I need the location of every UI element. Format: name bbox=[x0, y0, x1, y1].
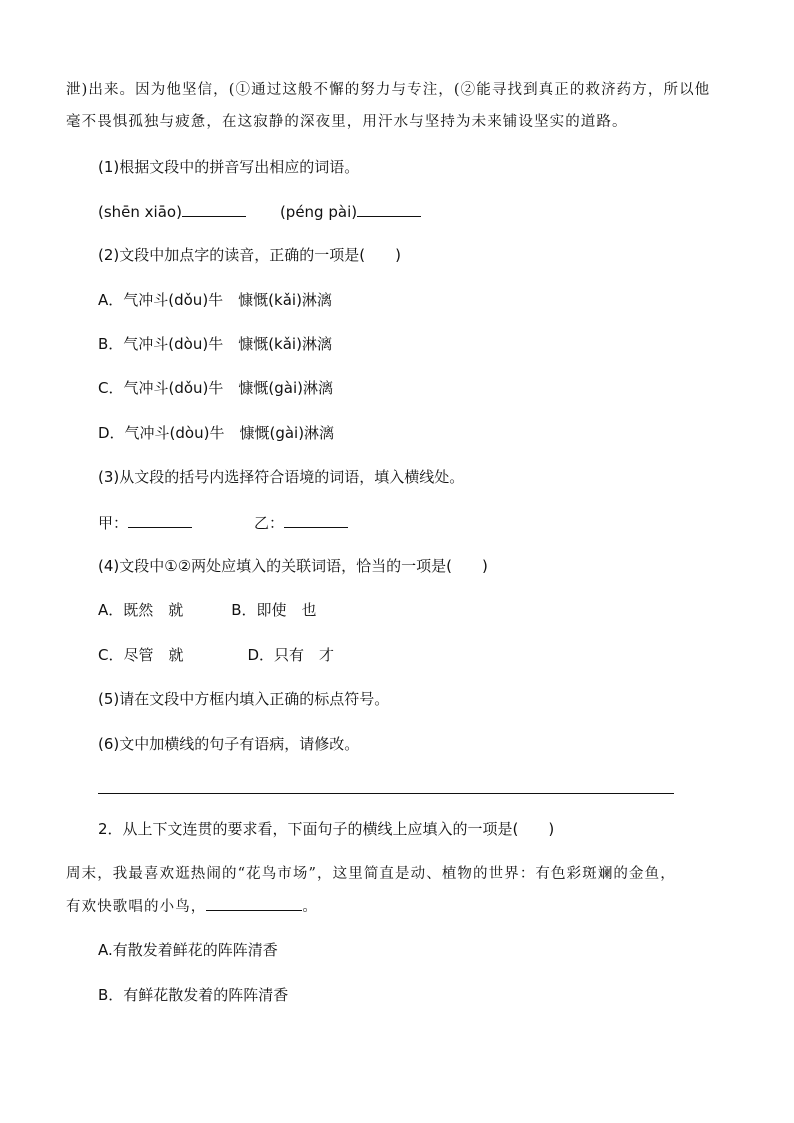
q2-text-line-2 bbox=[66, 896, 318, 917]
label-yi: 乙： bbox=[254, 514, 285, 532]
q4-option-a: A．既然 就 bbox=[98, 601, 184, 619]
answer-blank-1[interactable] bbox=[182, 202, 246, 217]
q1-option-d: D．气冲斗(dòu)牛 慷慨(gài)淋漓 bbox=[98, 424, 335, 442]
q1-option-c: C．气冲斗(dǒu)牛 慷慨(gài)淋漓 bbox=[98, 379, 333, 397]
q2-stem: 2．从上下文连贯的要求看，下面句子的横线上应填入的一项是( ) bbox=[98, 820, 555, 838]
answer-blank-2[interactable] bbox=[357, 202, 421, 217]
label-jia: 甲： bbox=[98, 514, 129, 532]
q4-option-c: C．尽管 就 bbox=[98, 646, 184, 664]
q2-option-b: B．有鲜花散发着的阵阵清香 bbox=[98, 986, 289, 1004]
pinyin-2: (péng pài) bbox=[279, 203, 358, 221]
q4-options-row-2 bbox=[98, 645, 334, 665]
answer-line[interactable] bbox=[98, 793, 674, 794]
q2-text-prefix: 有欢快歌唱的小鸟， bbox=[66, 899, 207, 915]
answer-blank-jia[interactable] bbox=[128, 513, 192, 528]
q1-sub3: (3)从文段的括号内选择符合语境的词语，填入横线处。 bbox=[98, 468, 465, 486]
answer-blank-yi[interactable] bbox=[284, 513, 348, 528]
q2-text-line-1: 周末，我最喜欢逛热闹的“花鸟市场”，这里简直是动、植物的世界：有色彩斑斓的金鱼， bbox=[66, 866, 676, 882]
q4-options-row-1 bbox=[98, 600, 317, 620]
q1-sub6: (6)文中加横线的句子有语病，请修改。 bbox=[98, 735, 360, 753]
q2-text-suffix: 。 bbox=[302, 899, 319, 915]
q1-sub2: (2)文段中加点字的读音，正确的一项是( ) bbox=[98, 246, 401, 264]
q1-sub4: (4)文段中①②两处应填入的关联词语，恰当的一项是( ) bbox=[98, 557, 488, 575]
q1-option-a: A．气冲斗(dǒu)牛 慷慨(kǎi)淋漓 bbox=[98, 291, 332, 309]
q4-option-b: B．即使 也 bbox=[231, 601, 317, 619]
fill-row bbox=[98, 513, 348, 533]
q1-sub5: (5)请在文段中方框内填入正确的标点符号。 bbox=[98, 690, 390, 708]
passage-line-2: 毫不畏惧孤独与疲惫，在这寂静的深夜里，用汗水与坚持为未来铺设坚实的道路。 bbox=[66, 114, 628, 130]
passage-line-1: 泄)出来。因为他坚信，(①通过这般不懈的努力与专注，(②能寻找到真正的救济药方，所以他 bbox=[66, 82, 711, 98]
q1-option-b: B．气冲斗(dòu)牛 慷慨(kǎi)淋漓 bbox=[98, 335, 332, 353]
q1-sub1: (1)根据文段中的拼音写出相应的词语。 bbox=[98, 158, 360, 176]
pinyin-row bbox=[98, 202, 421, 222]
pinyin-1: (shēn xiāo) bbox=[98, 203, 182, 221]
q2-answer-blank[interactable] bbox=[206, 896, 302, 911]
q4-option-d: D．只有 才 bbox=[247, 646, 335, 664]
q2-option-a: A.有散发着鲜花的阵阵清香 bbox=[98, 941, 278, 959]
